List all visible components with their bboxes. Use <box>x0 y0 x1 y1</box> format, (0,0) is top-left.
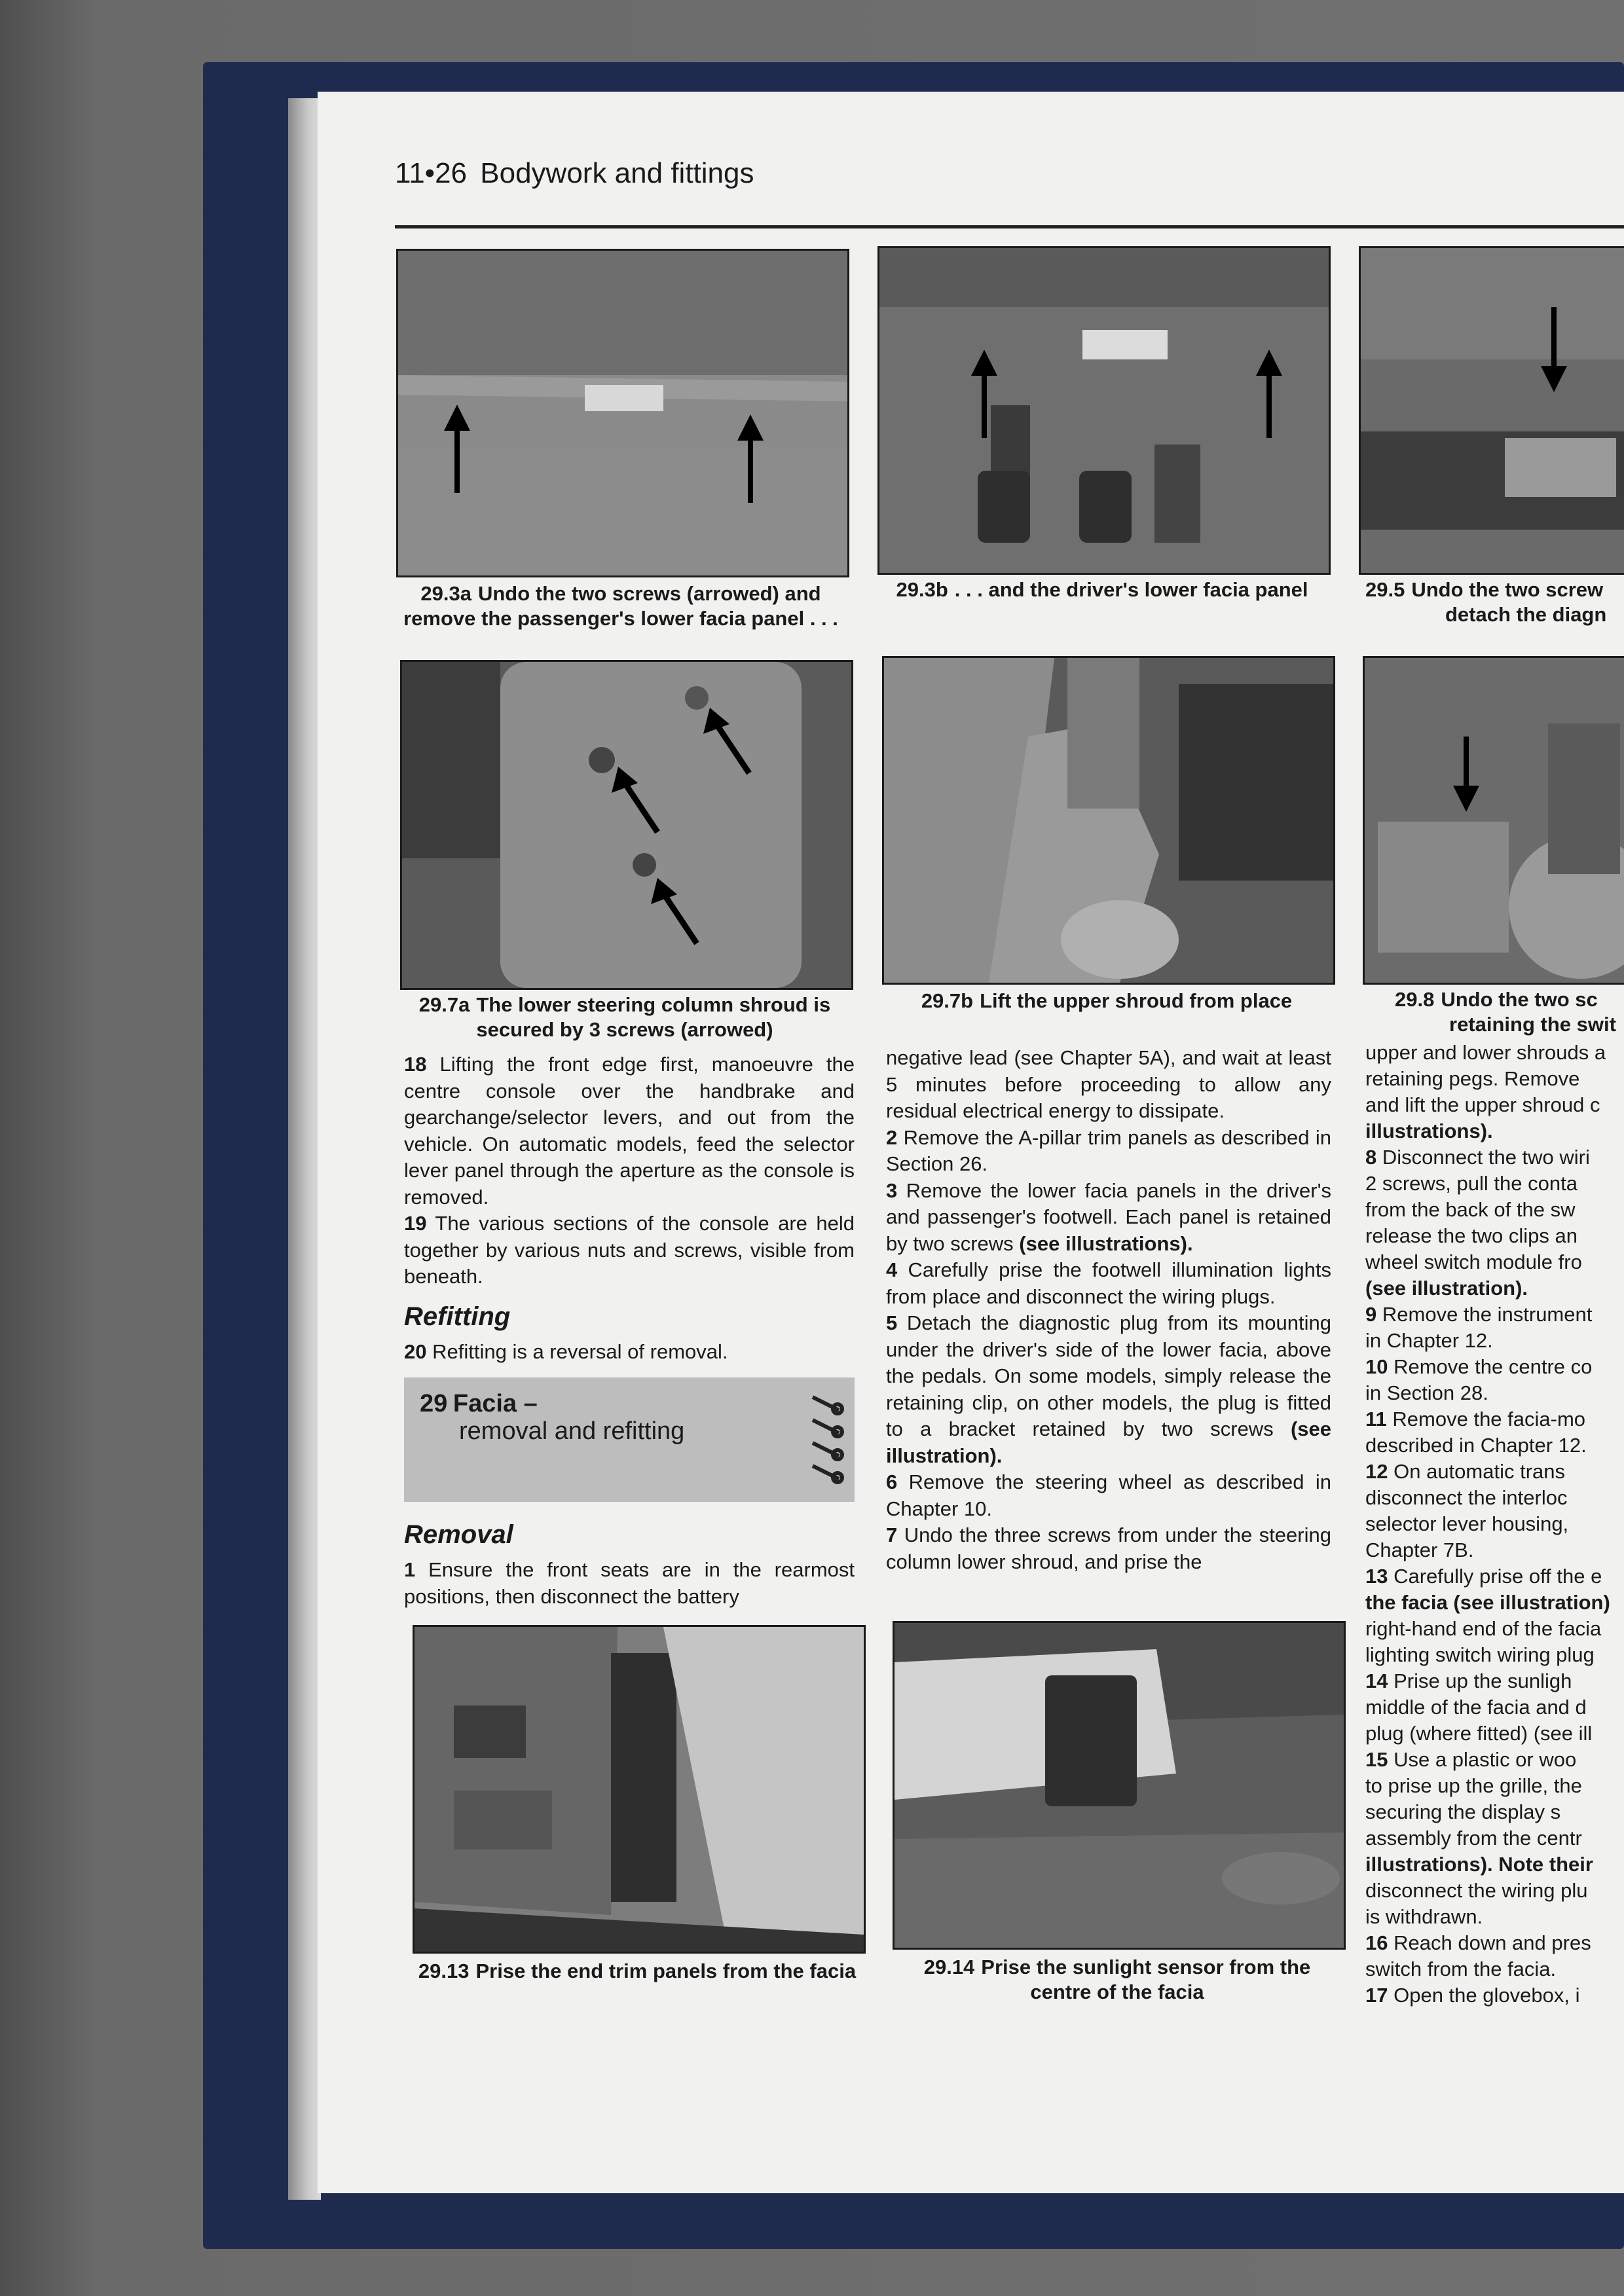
caption-29-14: 29.14 Prise the sunlight sensor from the centre of the facia <box>923 1956 1311 2003</box>
paragraph-5: 5 Detach the diagnostic plug from its mounting under the driver's side of the lower facia, above the pedals. On some models, simply release the retaining clip, on other models, the plug is fitted to a bracket retained by two screws (see illustration). <box>886 1311 1331 1467</box>
line-text: Remove the instrument <box>1382 1303 1593 1326</box>
paragraph-19: 19 The various sections of the console are held together by various nuts and screws, visible from beneath. <box>404 1212 855 1288</box>
paragraph-1: 1 Ensure the front seats are in the rearmost positions, then disconnect the battery <box>404 1558 855 1608</box>
line-text: disconnect the wiring plu <box>1365 1879 1588 1902</box>
paragraph-number: 15 <box>1365 1748 1388 1771</box>
page-header <box>395 157 754 190</box>
col3-line <box>1365 1328 1624 1354</box>
col3-line <box>1365 1537 1624 1563</box>
caption-29-3a: 29.3a Undo the two screws (arrowed) and remove the passenger's lower facia panel . . . <box>403 582 838 630</box>
header-rule <box>395 225 1624 228</box>
col3-line <box>1365 1747 1624 1773</box>
paragraph-number: 16 <box>1365 1931 1388 1954</box>
col3-line <box>1365 1799 1624 1825</box>
page-edge <box>288 98 321 2200</box>
line-text: in Chapter 12. <box>1365 1329 1493 1352</box>
photo-29-14 <box>893 1621 1346 1950</box>
paragraph-number: 17 <box>1365 1984 1388 2007</box>
line-text: illustrations). Note their <box>1365 1853 1593 1876</box>
line-text: selector lever housing, <box>1365 1512 1569 1535</box>
col3-line <box>1365 1275 1624 1302</box>
col3-line <box>1365 1223 1624 1249</box>
line-text: illustrations). <box>1365 1120 1493 1142</box>
line-text: Chapter 7B. <box>1365 1539 1474 1561</box>
manual-page <box>318 92 1624 2193</box>
line-text: described in Chapter 12. <box>1365 1434 1587 1457</box>
col3-line <box>1365 1642 1624 1668</box>
line-text: in Section 28. <box>1365 1381 1488 1404</box>
caption-29-13: 29.13 Prise the end trim panels from the facia <box>418 1959 857 1982</box>
paragraph-2: 2 Remove the A-pillar trim panels as described in Section 26. <box>886 1125 1331 1175</box>
line-text: and lift the upper shroud c <box>1365 1093 1600 1116</box>
col3-line <box>1365 1773 1624 1799</box>
line-text: retaining pegs. Remove <box>1365 1067 1580 1090</box>
col3-line <box>1365 1616 1624 1642</box>
line-text: 2 screws, pull the conta <box>1365 1172 1578 1195</box>
paragraph-3: 3 Remove the lower facia panels in the driver's and passenger's footwell. Each panel is retained by two screws (see illustrations). <box>886 1178 1331 1255</box>
paragraph-7: 7 Undo the three screws from under the steering column lower shroud, and prise the <box>886 1523 1331 1573</box>
line-text: plug (where fitted) (see ill <box>1365 1722 1593 1745</box>
col3-line <box>1365 1982 1624 2009</box>
line-text: lighting switch wiring plug <box>1365 1643 1595 1666</box>
col3-line <box>1365 1354 1624 1380</box>
line-text: to prise up the grille, the <box>1365 1774 1582 1797</box>
line-text: Open the glovebox, i <box>1393 1984 1580 2007</box>
difficulty-wrench-icon <box>806 1391 845 1489</box>
section-29-box: 29 Facia – removal and refitting <box>404 1377 855 1502</box>
col3-line <box>1365 1694 1624 1721</box>
paragraph-18: 18 Lifting the front edge first, manoeuvre the centre console over the handbrake and gearchange/selector levers, and out from the vehicle. On automatic models, feed the selector lever panel through the aperture as the console is removed. <box>404 1053 855 1209</box>
removal-heading: Removal <box>404 1520 513 1549</box>
photo-29-3a <box>396 249 849 577</box>
col3-line <box>1365 1721 1624 1747</box>
col3-line <box>1365 1302 1624 1328</box>
paragraph-4: 4 Carefully prise the footwell illumination lights from place and disconnect the wiring plugs. <box>886 1258 1331 1308</box>
col3-line <box>1365 1118 1624 1144</box>
col3-line <box>1365 1668 1624 1694</box>
photo-29-3b <box>877 246 1331 575</box>
line-text: release the two clips an <box>1365 1224 1578 1247</box>
line-text: middle of the facia and d <box>1365 1696 1587 1719</box>
page-title: Bodywork and fittings <box>480 157 754 189</box>
col3-line <box>1365 1485 1624 1511</box>
line-text: On automatic trans <box>1393 1460 1566 1483</box>
line-text: wheel switch module fro <box>1365 1250 1582 1273</box>
col3-line <box>1365 1406 1624 1432</box>
caption-29-7b: 29.7b Lift the upper shroud from place <box>921 989 1293 1012</box>
photo-29-13 <box>413 1625 866 1954</box>
col3-line <box>1365 1878 1624 1904</box>
col3-line <box>1365 1092 1624 1118</box>
paragraph-number: 13 <box>1365 1565 1388 1588</box>
line-text: (see illustration). <box>1365 1277 1528 1300</box>
col3-line <box>1365 1590 1624 1616</box>
photo-29-8 <box>1363 656 1624 985</box>
paragraph-1-continued: negative lead (see Chapter 5A), and wait at least 5 minutes before proceeding to allow any residual electrical energy to dissipate. <box>886 1046 1331 1122</box>
line-text: assembly from the centr <box>1365 1827 1582 1850</box>
photo-29-5 <box>1359 246 1624 575</box>
caption-29-7a: 29.7a The lower steering column shroud is secured by 3 screws (arrowed) <box>418 993 831 1041</box>
paragraph-number: 11 <box>1365 1408 1387 1430</box>
paragraph-number: 14 <box>1365 1669 1388 1692</box>
text-column-3 <box>1365 1040 1624 2009</box>
paragraph-6: 6 Remove the steering wheel as described in Chapter 10. <box>886 1470 1331 1520</box>
paragraph-20: 20 Refitting is a reversal of removal. <box>404 1340 728 1363</box>
line-text: Remove the facia-mo <box>1392 1408 1586 1430</box>
line-text: is withdrawn. <box>1365 1905 1483 1928</box>
line-text: disconnect the interloc <box>1365 1486 1568 1509</box>
line-text: right-hand end of the facia <box>1365 1617 1602 1640</box>
refitting-heading: Refitting <box>404 1302 511 1331</box>
paragraph-number: 8 <box>1365 1146 1377 1169</box>
line-text: the facia (see illustration) <box>1365 1591 1610 1614</box>
caption-29-3b: 29.3b . . . and the driver's lower facia panel <box>896 578 1308 601</box>
col3-line <box>1365 1825 1624 1851</box>
paragraph-number: 10 <box>1365 1355 1388 1378</box>
line-text: Reach down and pres <box>1393 1931 1591 1954</box>
col3-line <box>1365 1171 1624 1197</box>
photo-29-7b <box>882 656 1335 985</box>
col3-line <box>1365 1956 1624 1982</box>
line-text: Carefully prise off the e <box>1393 1565 1602 1588</box>
col3-line <box>1365 1380 1624 1406</box>
line-text: Prise up the sunligh <box>1393 1669 1572 1692</box>
col3-line <box>1365 1511 1624 1537</box>
col3-line <box>1365 1197 1624 1223</box>
col3-line <box>1365 1930 1624 1956</box>
line-text: securing the display s <box>1365 1800 1561 1823</box>
col3-line <box>1365 1904 1624 1930</box>
line-text: switch from the facia. <box>1365 1958 1557 1980</box>
col3-line <box>1365 1459 1624 1485</box>
line-text: upper and lower shrouds a <box>1365 1041 1606 1064</box>
photo-29-7a <box>400 660 853 990</box>
text-column-2 <box>886 1045 1331 1575</box>
text-column-1 <box>404 1051 855 1610</box>
col3-line <box>1365 1040 1624 1066</box>
col3-line <box>1365 1432 1624 1459</box>
page-number: 11•26 <box>395 157 468 189</box>
line-text: from the back of the sw <box>1365 1198 1576 1221</box>
col3-line <box>1365 1563 1624 1590</box>
paragraph-number: 9 <box>1365 1303 1377 1326</box>
caption-29-5: 29.5 Undo the two screw detach the diagn <box>1365 578 1607 626</box>
line-text: Remove the centre co <box>1393 1355 1593 1378</box>
line-text: Disconnect the two wiri <box>1382 1146 1590 1169</box>
paragraph-number: 12 <box>1365 1460 1388 1483</box>
col3-line <box>1365 1851 1624 1878</box>
line-text: Use a plastic or woo <box>1393 1748 1577 1771</box>
col3-line <box>1365 1249 1624 1275</box>
caption-29-8: 29.8 Undo the two sc retaining the swit <box>1395 988 1616 1036</box>
col3-line <box>1365 1144 1624 1171</box>
col3-line <box>1365 1066 1624 1092</box>
